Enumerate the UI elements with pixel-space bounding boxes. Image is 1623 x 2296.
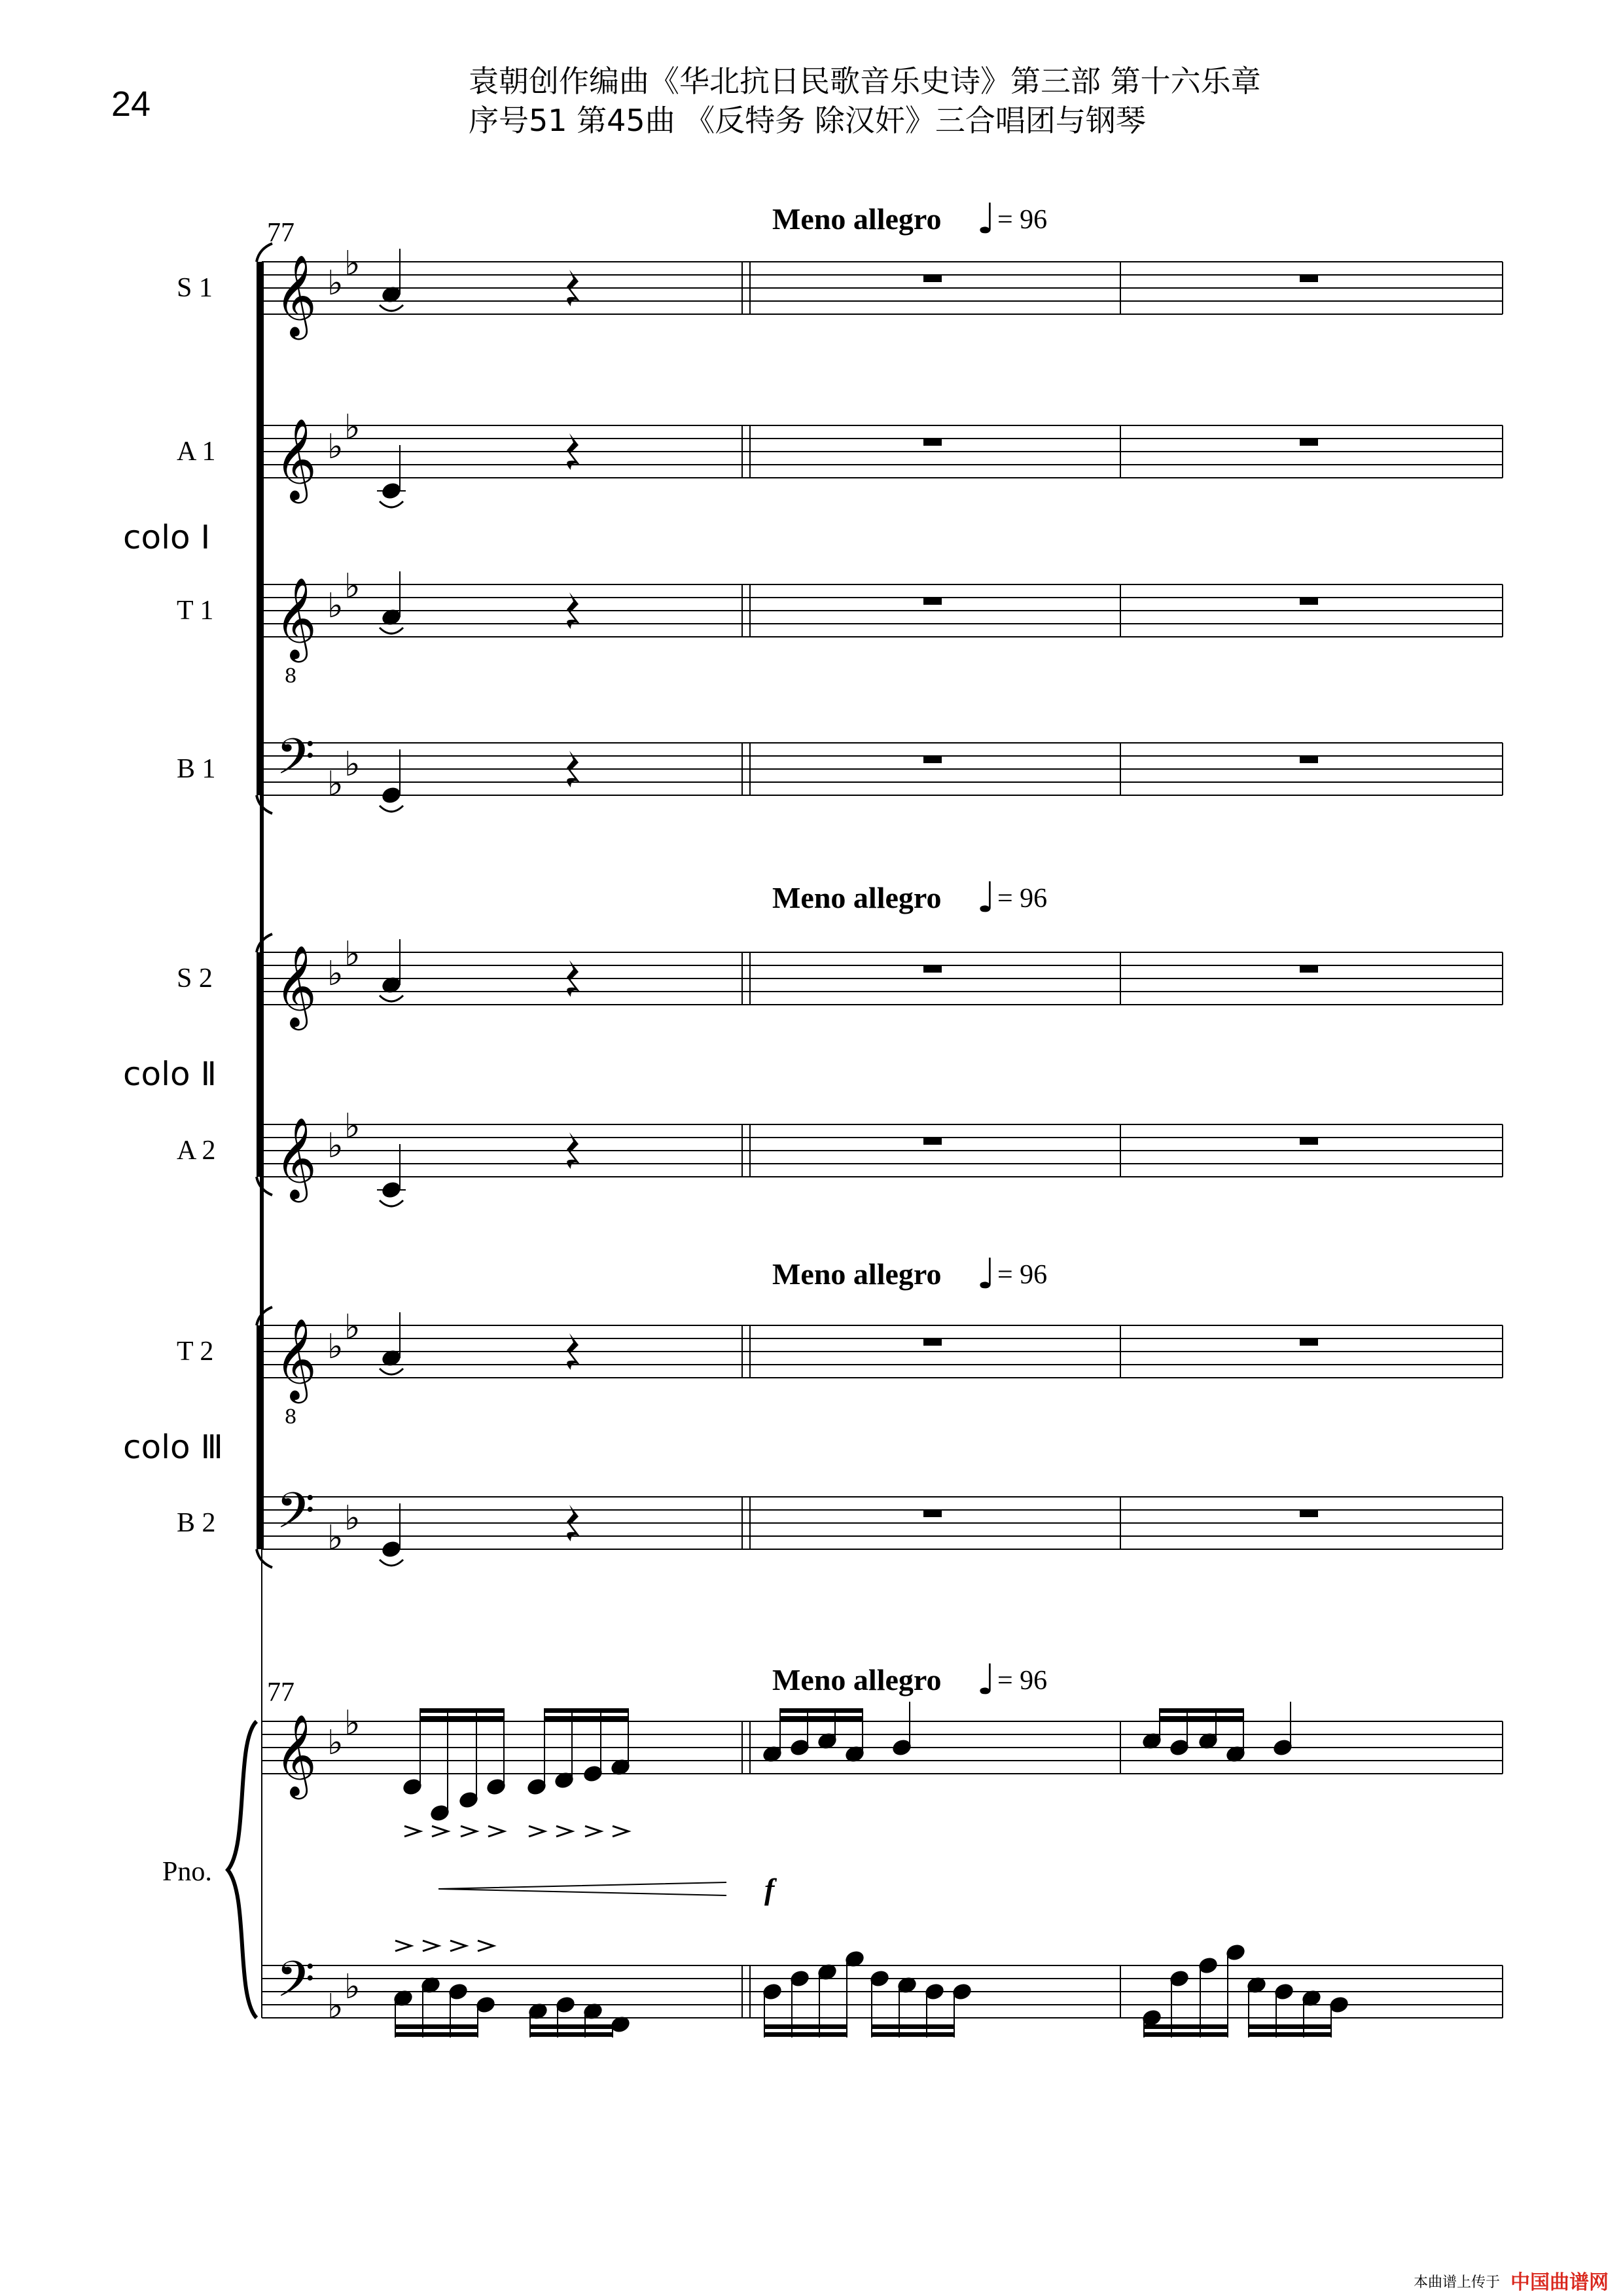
tempo-marking: Meno allegro [772, 881, 942, 914]
choir-staff [262, 743, 1503, 795]
accent-mark [423, 1941, 438, 1951]
staff-label: S 2 [177, 963, 213, 994]
dynamic-marking: f [764, 1873, 775, 1906]
flat-icon: ♭ [327, 764, 344, 804]
beam [1249, 2032, 1331, 2037]
footer-upload-note: 本曲谱上传于 [1414, 2274, 1501, 2291]
page-number: 24 [111, 84, 151, 124]
bracket-hook [257, 795, 272, 814]
choir-group-label: colo Ⅱ [123, 1055, 217, 1093]
accent-mark [478, 1941, 493, 1951]
quarter-note-icon: ♩ [976, 1250, 997, 1299]
flat-icon: ♭ [327, 1723, 344, 1763]
whole-rest [923, 439, 942, 446]
quarter-note-icon: ♩ [976, 874, 997, 922]
flat-icon: ♭ [344, 1107, 361, 1146]
tempo-marking: Meno allegro [772, 1257, 942, 1291]
quarter-note-icon: ♩ [976, 195, 997, 243]
accent-mark [585, 1826, 601, 1837]
accent-mark [395, 1941, 411, 1951]
bracket-hook [257, 934, 272, 952]
tie [380, 501, 403, 507]
flat-icon: ♭ [327, 264, 344, 303]
beam [544, 1716, 628, 1721]
choir-staff [262, 952, 1503, 1005]
flat-icon: ♭ [327, 1987, 344, 2026]
whole-rest [923, 965, 942, 973]
choir-staff [262, 1325, 1503, 1378]
beam [780, 1716, 863, 1721]
staff-label: A 2 [177, 1136, 216, 1166]
tempo-marking: Meno allegro [772, 202, 942, 236]
beam [764, 2024, 847, 2029]
beam [420, 1716, 504, 1721]
bracket-hook [257, 1307, 272, 1325]
treble-clef-icon: 𝄞 [275, 418, 317, 500]
bass-clef-icon: 𝄢 [276, 1950, 315, 2020]
treble-clef-icon: 𝄞 [275, 255, 317, 336]
quarter-note-icon: ♩ [976, 1656, 997, 1704]
staff-label: S 1 [177, 273, 213, 303]
tie [380, 996, 403, 1001]
bracket-hook [257, 1549, 272, 1568]
flat-icon: ♭ [327, 1327, 344, 1367]
whole-rest [1300, 598, 1318, 605]
staff-label: B 1 [177, 754, 216, 784]
flat-icon: ♭ [344, 244, 361, 283]
whole-rest [923, 275, 942, 282]
whole-rest [923, 598, 942, 605]
bass-clef-icon: 𝄢 [276, 728, 315, 798]
whole-rest [1300, 1138, 1318, 1145]
tie [380, 305, 403, 311]
accent-mark [432, 1826, 448, 1837]
accent-mark [529, 1826, 544, 1837]
accent-mark [404, 1826, 420, 1837]
whole-rest [1300, 1338, 1318, 1346]
tie [380, 806, 403, 812]
metronome-marking: = 96 [997, 884, 1048, 914]
staff-label: T 1 [177, 596, 214, 626]
staff-label: A 1 [177, 437, 216, 467]
beam [1249, 2024, 1331, 2029]
header-title: 袁朝创作编曲《华北抗日民歌音乐史诗》第三部 第十六乐章 [469, 63, 1261, 99]
whole-rest [1300, 965, 1318, 973]
system-brackets [228, 243, 272, 2018]
beam [530, 2032, 613, 2037]
measure-number: 77 [267, 1677, 294, 1708]
beam [395, 2024, 478, 2029]
choir-group-label: colo Ⅲ [123, 1428, 223, 1466]
octave-clef-mark: 8 [284, 665, 297, 688]
flat-icon: ♭ [327, 1518, 344, 1558]
beam [872, 2024, 954, 2029]
beam [764, 2032, 847, 2037]
tie [380, 1560, 403, 1566]
accent-mark [556, 1826, 572, 1837]
whole-rest [923, 1510, 942, 1517]
staff-label: T 2 [177, 1336, 214, 1367]
flat-icon: ♭ [344, 745, 361, 784]
treble-clef-icon: 𝄞 [275, 945, 317, 1027]
flat-icon: ♭ [327, 586, 344, 626]
flat-icon: ♭ [344, 1704, 361, 1743]
whole-rest [923, 756, 942, 763]
flat-icon: ♭ [327, 1126, 344, 1166]
flat-icon: ♭ [327, 954, 344, 994]
whole-rest [1300, 756, 1318, 763]
piano-label: Pno. [162, 1857, 212, 1887]
whole-rest [1300, 439, 1318, 446]
choir-staff [262, 1124, 1503, 1177]
flat-icon: ♭ [344, 1967, 361, 2007]
staff-label: B 2 [177, 1508, 216, 1538]
tie [380, 628, 403, 634]
treble-clef-icon: 𝄞 [275, 1117, 317, 1199]
accent-mark [450, 1941, 466, 1951]
beam [530, 2024, 613, 2029]
flat-icon: ♭ [344, 1499, 361, 1538]
flat-icon: ♭ [327, 427, 344, 467]
treble-clef-icon: 𝄞 [275, 1318, 317, 1400]
tie [380, 1369, 403, 1374]
treble-clef-icon: 𝄞 [275, 577, 317, 659]
header-subtitle: 序号51 第45曲 《反特务 除汉奸》三合唱团与钢琴 [469, 103, 1146, 138]
accent-mark [461, 1826, 476, 1837]
beam [1144, 2032, 1228, 2037]
beam [544, 1708, 628, 1713]
choir-staff [262, 1497, 1503, 1549]
choir-staff [262, 425, 1503, 478]
beam [1160, 1716, 1243, 1721]
flat-icon: ♭ [344, 408, 361, 447]
flat-icon: ♭ [344, 935, 361, 974]
whole-rest [1300, 1510, 1318, 1517]
flat-icon: ♭ [344, 567, 361, 606]
note-head [381, 1540, 402, 1558]
choir-group-label: colo Ⅰ [123, 518, 211, 556]
tempo-marking: Meno allegro [772, 1663, 942, 1696]
treble-clef-icon: 𝄞 [275, 1714, 317, 1796]
measure-number: 77 [267, 218, 294, 248]
beam [1144, 2024, 1228, 2029]
octave-clef-mark: 8 [284, 1406, 297, 1429]
whole-rest [1300, 275, 1318, 282]
bracket-hook [257, 1177, 272, 1195]
beam [872, 2032, 954, 2037]
whole-rest [923, 1338, 942, 1346]
beam [395, 2032, 478, 2037]
beam [1160, 1708, 1243, 1713]
whole-rest [923, 1138, 942, 1145]
crescendo-hairpin [438, 1882, 726, 1895]
footer-brand-logo: 中国曲谱网 [1510, 2271, 1609, 2294]
metronome-marking: = 96 [997, 1666, 1048, 1696]
flat-icon: ♭ [344, 1308, 361, 1347]
note-head [381, 786, 402, 804]
piano-brace [228, 1721, 257, 2018]
bass-clef-icon: 𝄢 [276, 1482, 315, 1552]
choir-staff [262, 262, 1503, 314]
beam [420, 1708, 504, 1713]
beam [780, 1708, 863, 1713]
accent-mark [613, 1826, 628, 1837]
metronome-marking: = 96 [997, 205, 1048, 235]
accent-mark [488, 1826, 504, 1837]
choir-staff [262, 584, 1503, 637]
tie [380, 1200, 403, 1206]
metronome-marking: = 96 [997, 1260, 1048, 1290]
